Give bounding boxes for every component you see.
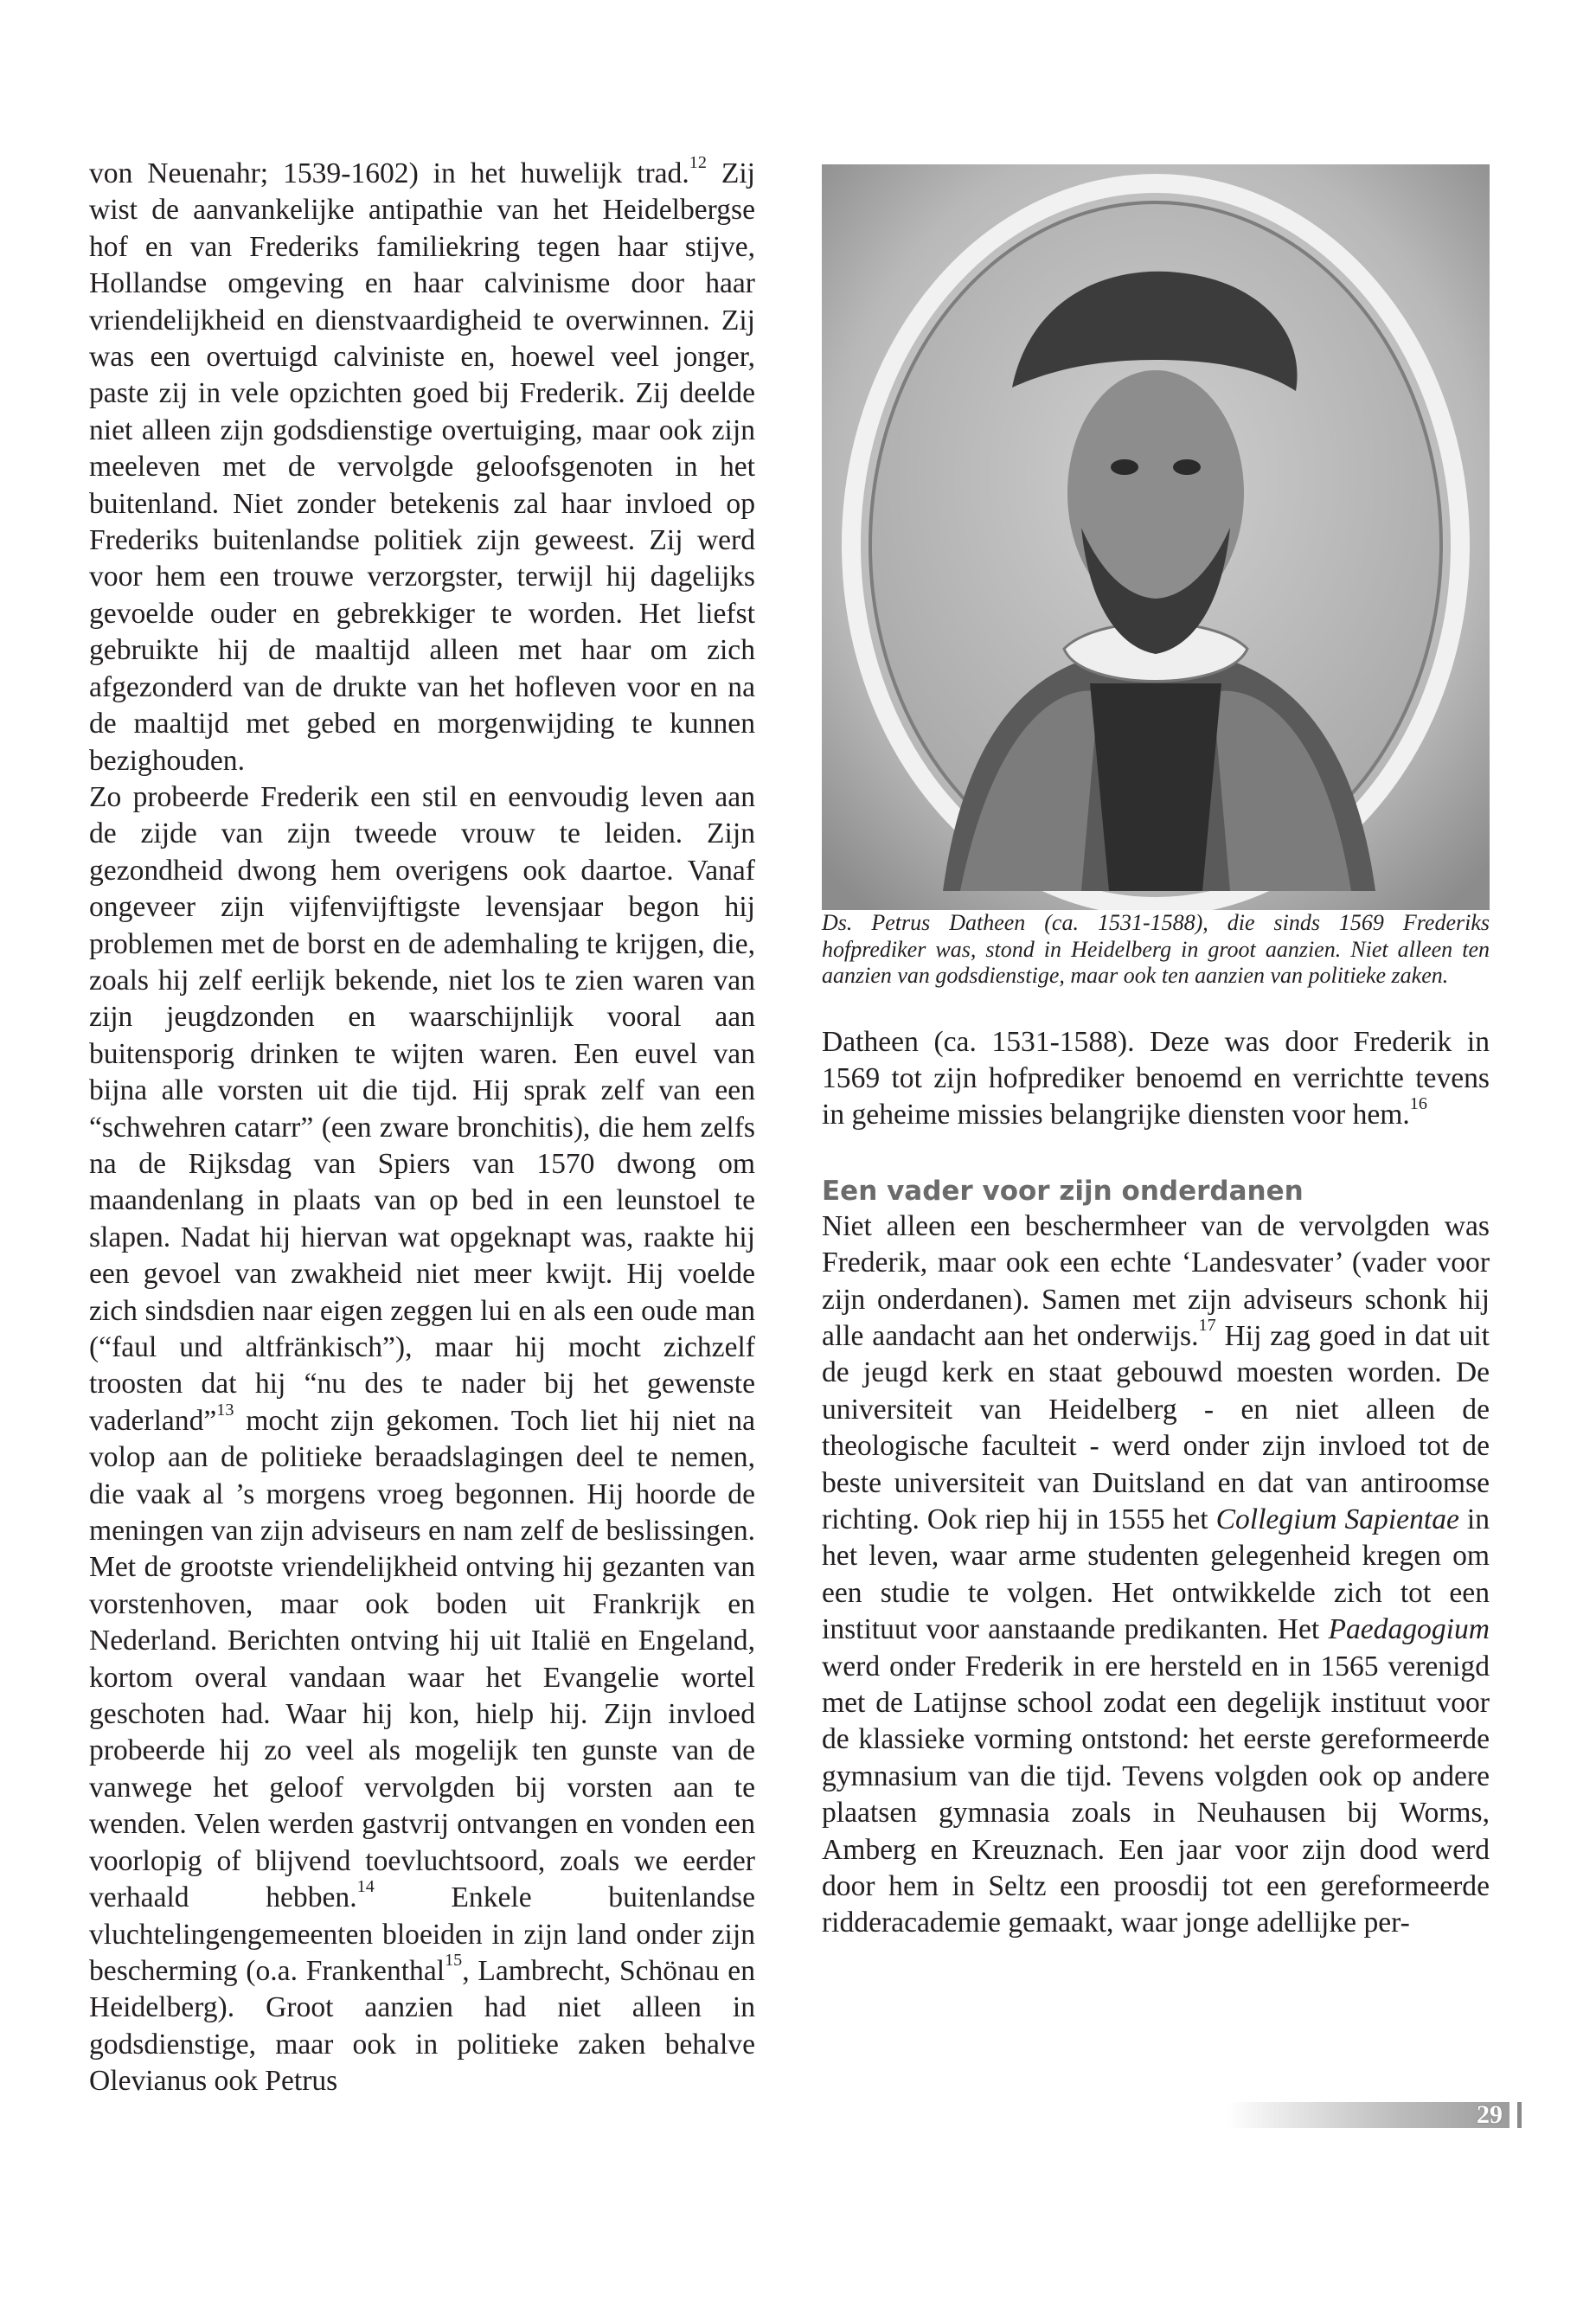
- footnote-ref: 15: [445, 1950, 463, 1970]
- figure-caption: Ds. Petrus Datheen (ca. 1531-1588), die sinds 1569 Frederiks hofprediker was, stond in Heidelberg in groot aanzien. Niet alleen ten aanzien van godsdienstige, maar ook ten aanzien van politieke zaken.: [822, 910, 1490, 988]
- left-paragraph-2: Zo probeerde Frederik een stil en eenvoudig leven aan de zijde van zijn tweede vrouw te leiden. Zijn gezondheid dwong hem overigens ook daartoe. Vanaf ongeveer zijn vijfenvijftigste levensjaar begon hij problemen met de borst en de ademhaling te krijgen, die, zoals hij zelf eerlijk bekende, niet los te zien waren van zijn jeugdzonden en waarschijnlijk vooral aan buitensporig drinken te wijten waren. Een euvel van bijna alle vorsten uit die tijd. Hij sprak zelf van een “schwehren catarr” (een zware bronchitis), die hem zelfs na de Rijksdag van Spiers van 1570 dwong om maandenlang in plaats van op bed in een leunstoel te slapen. Nadat hij hiervan wat opgeknapt was, raakte hij een gevoel van zwakheid niet meer kwijt. Hij voelde zich sindsdien naar eigen zeggen lui en als een oude man (“faul und altfränkisch”), maar hij mocht zichzelf troosten dat hij “nu des te nader bij het gewenste vaderland”$^{13}$ mocht zijn gekomen. Toch liet hij niet na volop aan de politieke beraadslagingen deel te nemen, die vaak al ’s morgens vroeg begonnen. Hij hoorde de meningen van zijn adviseurs en nam zelf de beslissingen. Met de grootste vriendelijkheid ontving hij gezanten van vorstenhoven, maar ook boden uit Frankrijk en Nederland. Berichten ontving hij uit Italië en Engeland, kortom overal vandaan waar het Evangelie wortel geschoten had. Waar hij kon, hielp hij. Zijn invloed probeerde hij zo veel als mogelijk ten gunste van de vanwege het geloof vervolgden bij vorsten aan te wenden. Velen werden gastvrij ontvangen en vonden een voorlopig of blijvend toevluchtsoord, zoals we eerder verhaald hebben.$^{14}$ Enkele buitenlandse vluchtelingengemeenten bloeiden in zijn land onder zijn bescherming (o.a. Frankenthal$^{15}$, Lambrecht, Schönau en Heidelberg). Groot aanzien had niet alleen in godsdienstige, maar ook in politieke zaken behalve Olevianus ook Petrus: [89, 780, 756, 2098]
- footnote-ref: 17: [1198, 1315, 1216, 1335]
- portrait-figure: [822, 164, 1490, 910]
- left-paragraph-1: von Neuenahr; 1539-1602) in het huwelijk trad.$^{12}$ Zij wist de aanvankelijke antipathie van het Heidelbergse hof en van Frederiks familiekring tegen haar stijve, Hollandse omgeving en haar calvinisme door haar vriendelijkheid en dienstvaardigheid te overwinnen. Zij was een overtuigd calviniste en, hoewel veel jonger, paste zij in vele opzichten goed bij Frederik. Zij deelde niet alleen zijn godsdienstige overtuiging, maar ook zijn meeleven met de vervolgde geloofsgenoten in het buitenland. Niet zonder betekenis zal haar invloed op Frederiks buitenlandse politiek zijn geweest. Zij werd voor hem een trouwe verzorgster, terwijl hij dagelijks gevoelde ouder en gebrekkiger te worden. Het liefst gebruikte hij de maaltijd alleen met haar om zich afgezonderd van de drukte van het hofleven voor en na de maaltijd met gebed en morgenwijding te kunnen bezighouden.: [89, 152, 755, 777]
- footnote-ref: 12: [689, 152, 707, 172]
- italic-term: Paedagogium: [1328, 1613, 1490, 1646]
- footnote-ref: 16: [1409, 1094, 1427, 1114]
- footnote-ref: 14: [356, 1876, 375, 1896]
- footnote-ref: 13: [216, 1400, 234, 1420]
- italic-term: Collegium Sapientae: [1215, 1503, 1459, 1535]
- right-paragraph-2: Niet alleen een beschermheer van de vervolgden was Frederik, maar ook een echte ‘Landesvater’ (vader voor zijn onderdanen). Samen met zijn adviseurs schonk hij alle aandacht aan het onderwijs.$^{17}$ Hij zag goed in dat uit de jeugd kerk en staat gebouwd moesten worden. De universiteit van Heidelberg - en niet alleen de theologische faculteit - werd onder zijn invloed tot de beste universiteit van Duitsland en dat van antiroomse richting. Ook riep hij in 1555 het Collegium Sapientae in het leven, waar arme studenten gelegenheid kregen om een studie te volgen. Het ontwikkelde zich tot een instituut voor aanstaande predikanten. Het Paedagogium werd onder Frederik in ere hersteld en in 1565 verenigd met de Latijnse school zodat een degelijk instituut voor de klassieke vorming ontstond: het eerste gereformeerde gymnasium van die tijd. Tevens volgden ook op andere plaatsen gymnasia zoals in Neuhausen bij Worms, Amberg en Kreuznach. Een jaar voor zijn dood werd door hem in Seltz een proosdij tot een gereformeerde ridderacademie gemaakt, waar jonge adellijke per-: [822, 1209, 1490, 1939]
- page-footer-bar: [1227, 2102, 1509, 2128]
- left-column: [89, 152, 756, 2100]
- portrait-image: [822, 164, 1490, 910]
- section-heading: Een vader voor zijn onderdanen: [822, 1175, 1304, 1207]
- page-number: 29: [1477, 2100, 1503, 2129]
- page-edge-marker: [1517, 2102, 1522, 2128]
- right-column: [822, 164, 1490, 1942]
- right-paragraph-1: Datheen (ca. 1531-1588). Deze was door Frederik in 1569 tot zijn hofprediker benoemd en verrichtte tevens in geheime missies belangrijke diensten voor hem.$^{16}$: [822, 1025, 1490, 1131]
